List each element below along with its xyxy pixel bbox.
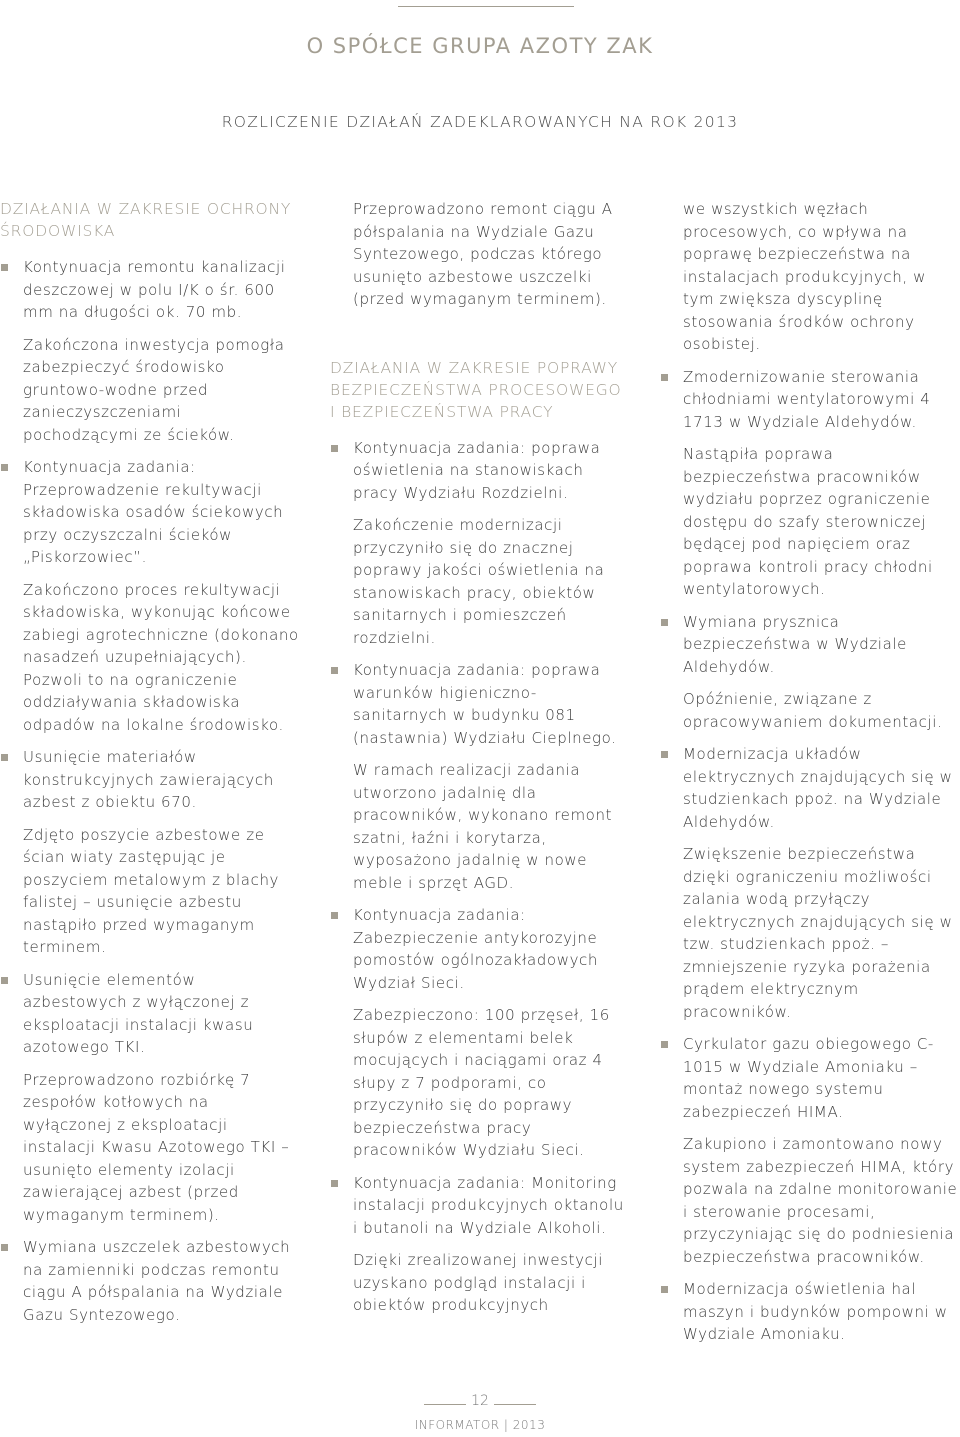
continuation-paragraph: Przeprowadzono remont ciągu A półspalania na Wydziale Gazu Syntezowego, podczas którego usunięto azbestowe uszczelki (przed wymaganym terminem). [353, 200, 613, 308]
column-safety [330, 198, 630, 1327]
square-bullet-icon [331, 912, 338, 919]
square-bullet-icon [661, 1041, 668, 1048]
square-bullet-icon [1, 264, 8, 271]
list-item [660, 611, 960, 734]
item-description: Dzięki zrealizowanej inwestycji uzyskano podgląd instalacji i obiektów produkcyjnych [353, 1251, 604, 1314]
item-description: Opóźnienie, związane z opracowywaniem dokumentacji. [683, 690, 943, 731]
list-item [0, 969, 300, 1227]
item-title: Modernizacja oświetlenia hal maszyn i budynków pompowni w Wydziale Amoniaku. [683, 1280, 948, 1343]
list-item [0, 746, 300, 959]
square-bullet-icon [661, 1286, 668, 1293]
safety-list [330, 437, 630, 1317]
list-item [660, 366, 960, 601]
footer-divider-right [494, 1404, 536, 1405]
item-title: Zmodernizowanie sterowania chłodniami wentylatorowymi 4 1713 w Wydziale Aldehydów. [683, 367, 931, 431]
item-title: Wymiana prysznica bezpieczeństwa w Wydziale Aldehydów. [683, 612, 907, 676]
square-bullet-icon [1, 977, 8, 984]
square-bullet-icon [1, 754, 8, 761]
item-title: Kontynuacja zadania: poprawa warunków higieniczno-sanitarnych w budynku 081 (nastawnia) Wydziału Cieplnego. [353, 661, 617, 747]
section-heading-environment: DZIAŁANIA W ZAKRESIE OCHRONY ŚRODOWISKA [0, 200, 292, 240]
publication-footer: INFORMATOR | 2013 [414, 1418, 546, 1432]
item-title: Kontynuacja zadania: Monitoring instalacji produkcyjnych oktanolu i butanoli na Wydziale Alkoholi. [353, 1173, 624, 1237]
column-safety-continued [660, 198, 960, 1356]
item-title: Kontynuacja zadania: Przeprowadzenie rekultywacji składowiska osadów ściekowych przy oczyszczalni ścieków „Piskorzowiec”. [23, 458, 284, 566]
item-description: Zwiększenie bezpieczeństwa dzięki ograniczeniu możliwości zalania wodą przyłączy elektrycznych znajdujących się w tzw. studzienkach ppoż. – zmniejszenie ryzyka porażenia prądem elektrycznym pracowników. [683, 845, 953, 1021]
list-item [330, 904, 630, 1162]
continuation-paragraph: we wszystkich węzłach procesowych, co wpływa na poprawę bezpieczeństwa na instalacjach produkcyjnych, w tym zwiększa dyscyplinę stosowania środków ochrony osobistej. [683, 200, 926, 353]
square-bullet-icon [661, 751, 668, 758]
safety-list-continued [660, 366, 960, 1346]
environment-list [0, 256, 300, 1326]
item-description: Zakończono proces rekultywacji składowiska, wykonując końcowe zabiegi agrotechniczne (dokonano nasadzeń uzupełniających). Pozwoli to na ograniczenie oddziaływania składowiska odpadów na lokalne środowisko. [23, 580, 299, 734]
list-item [660, 1278, 960, 1346]
item-title: Usunięcie elementów azbestowych z wyłączonej z eksploatacji instalacji kwasu azotowego TKI. [23, 970, 254, 1056]
list-item [0, 1236, 300, 1326]
square-bullet-icon [661, 374, 668, 381]
item-description: W ramach realizacji zadania utworzono jadalnię dla pracowników, wykonano remont szatni, łaźni i korytarza, wyposażono jadalnię w nowe meble i sprzęt AGD. [353, 761, 613, 892]
top-divider [398, 6, 574, 7]
item-title: Kontynuacja zadania: poprawa oświetlenia na stanowiskach pracy Wydziału Rozdzielni. [353, 438, 601, 502]
page-subtitle: ROZLICZENIE DZIAŁAŃ ZADEKLAROWANYCH NA ROK 2013 [221, 113, 739, 131]
item-title: Kontynuacja zadania: Zabezpieczenie antykorozyjne pomostów ogólnozakładowych Wydział Sieci. [353, 906, 599, 992]
list-item [660, 743, 960, 1023]
page-number: 12 [471, 1393, 489, 1409]
square-bullet-icon [661, 619, 668, 626]
list-item [660, 1033, 960, 1268]
square-bullet-icon [331, 445, 338, 452]
item-description: Zakończona inwestycja pomogła zabezpieczyć środowisko gruntowo-wodne przed zanieczyszczeniami pochodzącymi ze ścieków. [23, 335, 285, 444]
page-title: O SPÓŁCE GRUPA AZOTY ZAK [306, 34, 654, 58]
item-title: Wymiana uszczelek azbestowych na zamienniki podczas remontu ciągu A półspalania na Wydziale Gazu Syntezowego. [23, 1238, 291, 1324]
list-item [0, 256, 300, 446]
list-item [330, 659, 630, 894]
item-description: Zdjęto poszycie azbestowe ze ścian wiaty zastępując je poszyciem metalowym z blachy falistej – usunięcie azbestu nastąpiło przed wymaganym terminem. [23, 825, 280, 956]
item-title: Modernizacja układów elektrycznych znajdujących się w studzienkach ppoż. na Wydziale Aldehydów. [683, 745, 953, 831]
section-heading-safety: DZIAŁANIA W ZAKRESIE POPRAWY BEZPIECZEŃSTWA PROCESOWEGO I BEZPIECZEŃSTWA PRACY [330, 358, 622, 421]
column-environment [0, 198, 300, 1336]
square-bullet-icon [331, 667, 338, 674]
list-item [330, 1172, 630, 1317]
item-title: Kontynuacja remontu kanalizacji deszczowej w polu I/K o śr. 600 mm na długości ok. 70 mb. [23, 258, 286, 321]
item-description: Przeprowadzono rozbiórkę 7 zespołów kotłowych na wyłączonej z eksploatacji instalacji Kwasu Azotowego TKI – usunięto elementy izolacji zawierającej azbest (przed wymaganym terminem). [23, 1070, 290, 1224]
item-title: Cyrkulator gazu obiegowego C-1015 w Wydziale Amoniaku – montaż nowego systemu zabezpieczeń HIMA. [683, 1035, 934, 1121]
list-item [330, 437, 630, 650]
item-title: Usunięcie materiałów konstrukcyjnych zawierających azbest z obiektu 670. [23, 748, 274, 811]
item-description: Zakupiono i zamontowano nowy system zabezpieczeń HIMA, który pozwala na zdalne monitorowanie i sterowanie procesami, przyczyniając się do podniesienia bezpieczeństwa pracowników. [683, 1135, 958, 1266]
item-description: Nastąpiła poprawa bezpieczeństwa pracowników wydziału poprzez ograniczenie dostępu do szafy sterowniczej będącej pod napięciem oraz poprawa kontroli pracy chłodni wentylatorowych. [683, 445, 933, 598]
square-bullet-icon [331, 1180, 338, 1187]
square-bullet-icon [1, 1244, 8, 1251]
list-item [0, 456, 300, 736]
item-description: Zabezpieczono: 100 przęseł, 16 słupów z elementami belek mocujących i naciągami oraz 4 słupy z 7 podporami, co przyczyniło się do poprawy bezpieczeństwa pracy pracowników Wydziału Sieci. [353, 1006, 610, 1159]
item-description: Zakończenie modernizacji przyczyniło się do znacznej poprawy jakości oświetlenia na stanowiskach pracy, obiektów sanitarnych i pomieszczeń rozdzielni. [353, 516, 605, 647]
square-bullet-icon [1, 464, 8, 471]
